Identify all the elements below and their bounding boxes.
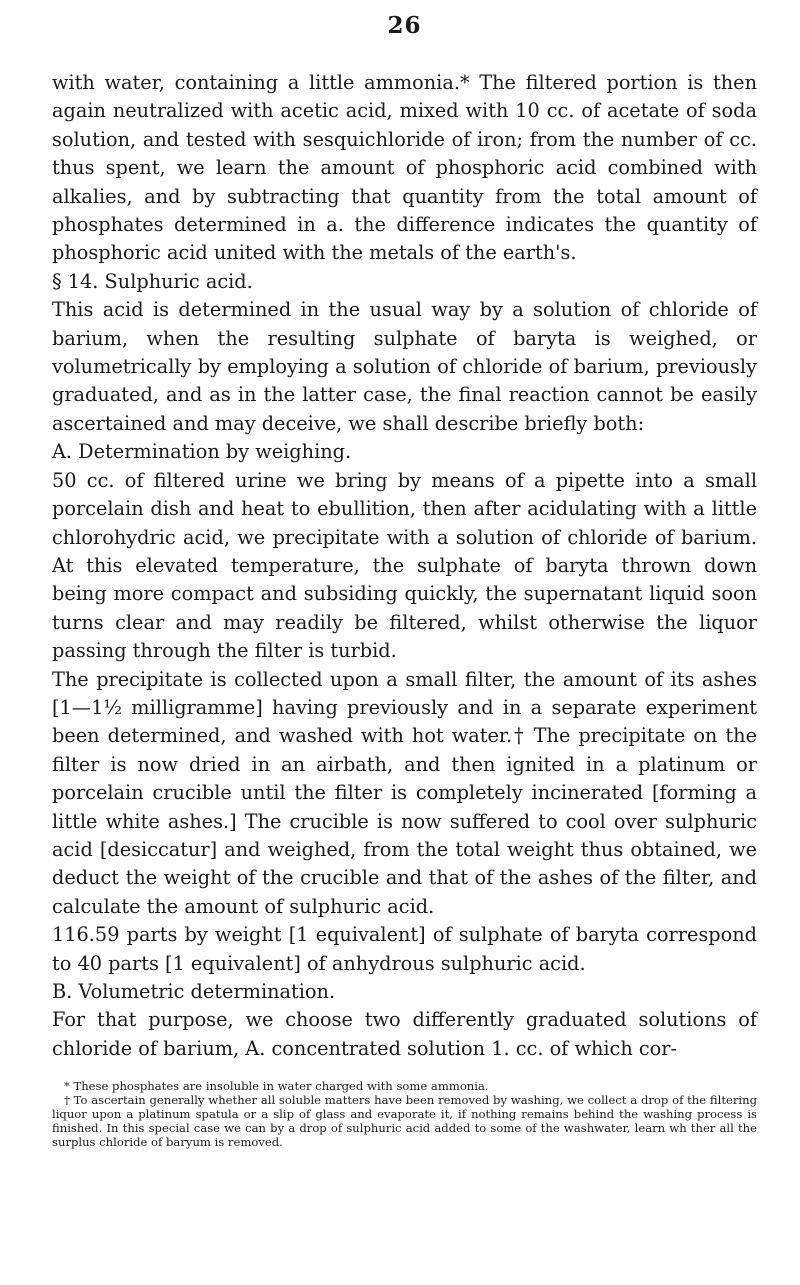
paragraph-sulphuric-intro: This acid is determined in the usual way by a solution of chloride of barium, when the resulting sulphate of baryta is weighed, or volumetrically by employing a solution of chloride of barium, previously graduated, and as in the latter case, the final reaction cannot be easily ascertained and may deceive, we shall describe briefly both:	[52, 298, 757, 435]
footnote-asterisk: * These phosphates are insoluble in water charged with some ammonia.	[64, 1079, 489, 1094]
paragraph-precipitate-collection: The precipitate is collected upon a small filter, the amount of its ashes [1—1½ milligramme] having previously and in a separate experiment been determined, and washed with hot water.† The precipitate on the filter is now dried in an airbath, and then ignited in a platinum or porcelain crucible until the filter is completely incinerated [forming a little white ashes.] The crucible is now suffered to cool over sulphuric acid [desiccatur] and weighed, from the total weight thus obtained, we deduct the weight of the crucible and that of the ashes of the filter, and calculate the amount of sulphuric acid.	[52, 667, 757, 918]
body-text	[52, 69, 757, 1063]
footnote-dagger: † To ascertain generally whether all soluble matters have been removed by washing, we collect a drop of the filtering liquor upon a platinum spatula or a slip of glass and evaporate it, if nothing remains behind the washing process is finished. In this special case we can by a drop of sulphuric acid added to some of the washwater, learn wh ther all the surplus chloride of baryum is removed.	[52, 1093, 757, 1150]
paragraph-phosphates-continued: with water, containing a little ammonia.* The filtered portion is then again neutralized with acetic acid, mixed with 10 cc. of acetate of soda solution, and tested with sesquichloride of iron; from the number of cc. thus spent, we learn the amount of phosphoric acid combined with alkalies, and by subtracting that quantity from the total amount of phosphates determined in a. the difference indicates the quantity of phosphoric acid united with the metals of the earth's.	[52, 71, 757, 265]
footnotes	[52, 1079, 757, 1149]
book-page	[52, 12, 757, 1149]
subheading-volumetric-determination: B. Volumetric determination.	[52, 980, 336, 1003]
paragraph-equivalents: 116.59 parts by weight [1 equivalent] of sulphate of baryta correspond to 40 parts [1 equivalent] of anhydrous sulphuric acid.	[52, 923, 757, 975]
paragraph-weighing-procedure: 50 cc. of filtered urine we bring by means of a pipette into a small porcelain dish and heat to ebullition, then after acidulating with a little chlorohydric acid, we precipitate with a solution of chloride of barium. At this elevated temperature, the sulphate of baryta thrown down being more compact and subsiding quickly, the supernatant liquid soon turns clear and may readily be filtered, whilst otherwise the liquor passing through the filter is turbid.	[52, 468, 757, 663]
section-heading-sulphuric-acid: § 14. Sulphuric acid.	[52, 269, 253, 293]
subheading-determination-by-weighing: A. Determination by weighing.	[52, 440, 352, 464]
paragraph-volumetric-solutions: For that purpose, we choose two differently graduated solutions of chloride of barium, A. concentrated solution 1. cc. of which cor-	[52, 1008, 757, 1060]
page-number: 26	[387, 12, 422, 39]
